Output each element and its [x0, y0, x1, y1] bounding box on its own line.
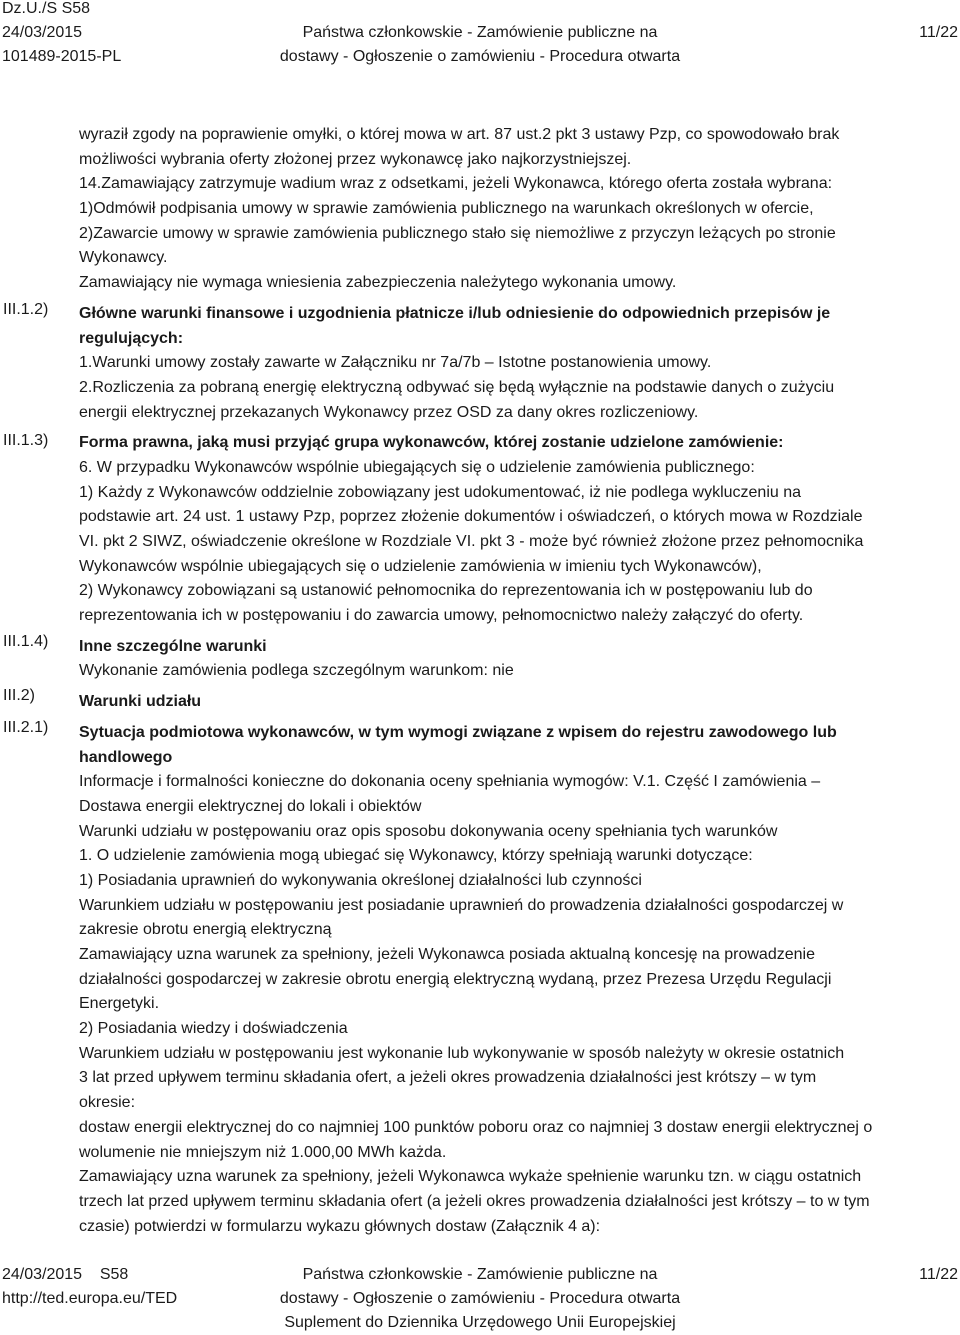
- header-center: [0, 0, 960, 69]
- text-line: działalności gospodarczej w zakresie obrotu energią elektryczną wydaną, przez Prezesa Urzędu Regulacji: [79, 970, 832, 988]
- text-line: Energetyki.: [79, 995, 160, 1013]
- text-line: Warunkiem udziału w postępowaniu jest wykonanie lub wykonywanie w sposób należyty w okresie ostatnich: [79, 1044, 845, 1062]
- section-number: III.2.1): [3, 719, 49, 736]
- text-line: zakresie obrotu energią elektryczną: [79, 921, 332, 939]
- header-date: 24/03/2015: [2, 24, 83, 41]
- section-heading: Sytuacja podmiotowa wykonawców, w tym wymogi związane z wpisem do rejestru zawodowego lub: [79, 723, 837, 741]
- text-line: czasie) potwierdzi w formularzu wykazu głównych dostaw (Załącznik 4 a):: [79, 1217, 601, 1235]
- text-line: Wykonanie zamówienia podlega szczególnym warunkom: nie: [79, 662, 514, 680]
- text-line: 3 lat przed upływem terminu składania ofert, a jeżeli okres prowadzenia działalności jest krótszy – w tym: [79, 1069, 817, 1087]
- text-line: Dostawa energii elektrycznej do lokali i obiektów: [79, 797, 422, 815]
- footer-series: S58: [99, 1266, 129, 1283]
- footer-title-2: dostawy - Ogłoszenie o zamówieniu - Procedura otwarta: [279, 1290, 681, 1307]
- text-line: wolumenie nie mniejszym niż 1.000,00 MWh każda.: [79, 1143, 447, 1161]
- header-title-2: dostawy - Ogłoszenie o zamówieniu - Procedura otwarta: [279, 48, 681, 65]
- text-line: podstawie art. 24 ust. 1 ustawy Pzp, poprzez złożenie dokumentów i oświadczeń, o których mowa w Rozdziale: [79, 508, 863, 526]
- text-line: trzech lat przed upływem terminu składania ofert (a jeżeli okres prowadzenia działalności jest krótszy – to w tym: [79, 1192, 870, 1210]
- footer-center: [0, 1263, 960, 1335]
- document-body: [79, 123, 957, 1239]
- text-line: 2) Wykonawcy zobowiązani są ustanowić pełnomocnika do reprezentowania ich w postępowaniu lub do: [79, 582, 813, 600]
- section-heading: Forma prawna, jaką musi przyjąć grupa wykonawców, której zostanie udzielone zamówienie:: [79, 434, 784, 452]
- text-line: 1)Odmówił podpisania umowy w sprawie zamówienia publicznego na warunkach określonych w ofercie,: [79, 200, 814, 218]
- section-heading: regulujących:: [79, 329, 184, 347]
- section-heading: Warunki udziału: [79, 693, 202, 711]
- section-number: III.2): [3, 687, 36, 704]
- text-line: możliwości wybrania oferty złożonej przez wykonawcę jako najkorzystniejszej.: [79, 150, 632, 168]
- footer-title-1: Państwa członkowskie - Zamówienie publiczne na: [302, 1266, 658, 1283]
- section-number: III.1.2): [3, 301, 49, 318]
- notice-number: 101489-2015-PL: [2, 48, 122, 65]
- footer-date: 24/03/2015: [2, 1266, 83, 1283]
- text-line: wyraził zgody na poprawienie omyłki, o której mowa w art. 87 ust.2 pkt 3 ustawy Pzp, co spowodowało brak: [79, 126, 840, 143]
- footer-page-number: 11/22: [919, 1266, 958, 1283]
- text-line: 2.Rozliczenia za pobraną energię elektryczną odbywać się będą wyłącznie na podstawie danych o zużyciu: [79, 378, 835, 396]
- text-line: energii elektrycznej przekazanych Wykonawcy przez OSD za dany okres rozliczeniowy.: [79, 403, 699, 421]
- text-line: Wykonawcy.: [79, 249, 168, 267]
- footer-title-3: Suplement do Dziennika Urzędowego Unii Europejskiej: [284, 1314, 676, 1331]
- section-number: III.1.3): [3, 432, 49, 449]
- footer-url[interactable]: http://ted.europa.eu/TED: [2, 1290, 178, 1307]
- text-line: 1) Każdy z Wykonawców oddzielnie zobowiązany jest udokumentować, iż nie podlega wykluczeniu na: [79, 483, 802, 501]
- text-line: Zamawiający uzna warunek za spełniony, jeżeli Wykonawca wykaże spełnienie warunku tzn. w ciągu ostatnich: [79, 1168, 862, 1186]
- header-page-number: 11/22: [919, 24, 958, 41]
- section-number: III.1.4): [3, 633, 49, 650]
- text-line: reprezentowania ich w postępowaniu i do zawarcia umowy, pełnomocnictwo należy załączyć do oferty.: [79, 607, 804, 625]
- text-line: okresie:: [79, 1094, 136, 1112]
- text-line: Zamawiający nie wymaga wniesienia zabezpieczenia należytego wykonania umowy.: [79, 274, 677, 292]
- text-line: 1) Posiadania uprawnień do wykonywania określonej działalności lub czynności: [79, 871, 642, 889]
- text-line: 14.Zamawiający zatrzymuje wadium wraz z odsetkami, jeżeli Wykonawca, którego oferta została wybrana:: [79, 175, 833, 193]
- text-line: 1.Warunki umowy zostały zawarte w Załączniku nr 7a/7b – Istotne postanowienia umowy.: [79, 354, 712, 372]
- text-line: Warunki udziału w postępowaniu oraz opis sposobu dokonywania oceny spełniania tych warunków: [79, 822, 778, 840]
- text-line: Zamawiający uzna warunek za spełniony, jeżeli Wykonawca posiada aktualną koncesję na prowadzenie: [79, 946, 815, 963]
- text-line: 6. W przypadku Wykonawców wspólnie ubiegających się o udzielenie zamówienia publicznego:: [79, 458, 755, 476]
- text-line: 2) Posiadania wiedzy i doświadczenia: [79, 1020, 348, 1038]
- text-line: Informacje i formalności konieczne do dokonania oceny spełniania wymogów: V.1. Część I zamówienia –: [79, 773, 821, 791]
- text-line: 2)Zawarcie umowy w sprawie zamówienia publicznego stało się niemożliwe z przyczyn leżących po stronie: [79, 224, 836, 242]
- text-line: 1. O udzielenie zamówienia mogą ubiegać się Wykonawcy, którzy spełniają warunki dotyczące:: [79, 847, 753, 865]
- text-line: Warunkiem udziału w postępowaniu jest posiadanie uprawnień do prowadzenia działalności gospodarczej w: [79, 896, 844, 914]
- section-heading: handlowego: [79, 748, 173, 766]
- text-line: Wykonawców wspólnie ubiegających się o udzielenie zamówienia w imieniu tych Wykonawców),: [79, 557, 762, 575]
- section-heading: Główne warunki finansowe i uzgodnienia płatnicze i/lub odniesienie do odpowiednich przepisów je: [79, 304, 831, 322]
- section-heading: Inne szczególne warunki: [79, 637, 267, 655]
- header-title-1: Państwa członkowskie - Zamówienie publiczne na: [302, 24, 658, 41]
- text-line: dostaw energii elektrycznej do co najmniej 100 punktów poboru oraz co najmniej 3 dostaw energii elektrycznej o: [79, 1118, 873, 1136]
- journal-ref: Dz.U./S S58: [2, 0, 91, 17]
- text-line: VI. pkt 2 SIWZ, oświadczenie określone w Rozdziale VI. pkt 3 - może być również złożone przez pełnomocnika: [79, 533, 864, 550]
